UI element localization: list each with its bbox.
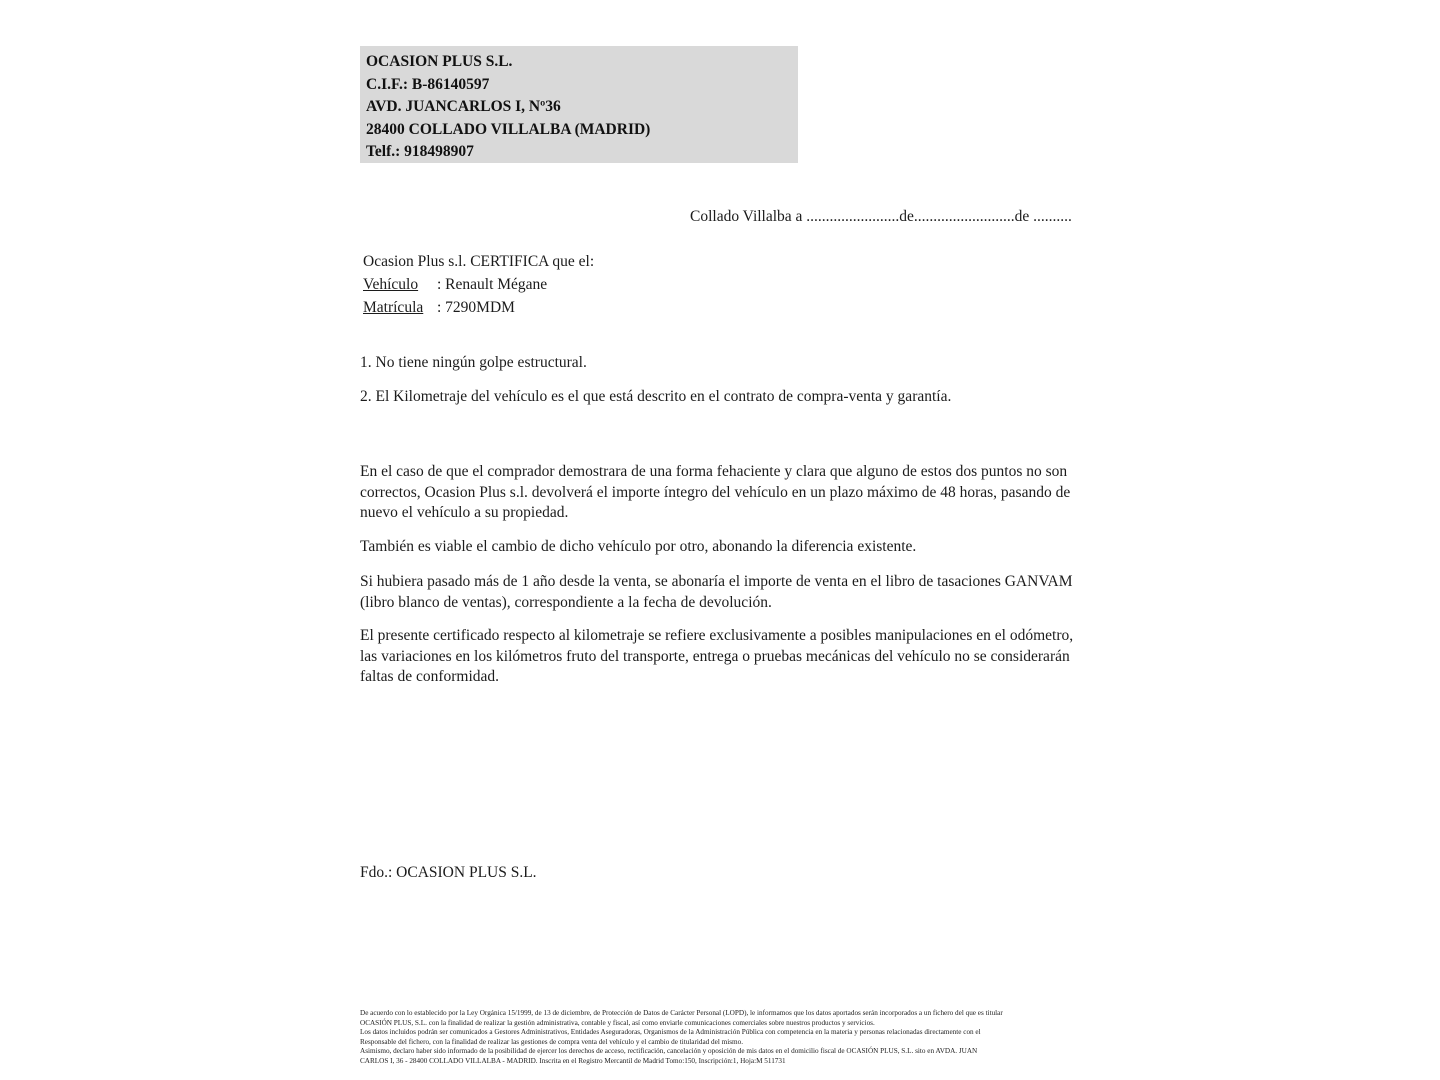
paragraph-ganvam: Si hubiera pasado más de 1 año desde la venta, se abonaría el importe de venta en el libro de tasaciones GANVAM (libro blanco de ventas), correspondiente a la fecha de devolución. [360, 573, 1073, 611]
point-mileage: 2. El Kilometraje del vehículo es el que está descrito en el contrato de compra-venta y garantía. [360, 388, 952, 405]
legal-footer-line: OCASIÓN PLUS, S.L. con la finalidad de realizar la gestión administrativa, contable y fiscal, así como enviarle comunicaciones comerciales sobre nuestros productos y servicios. [360, 1018, 875, 1027]
legal-footer-line: Los datos incluidos podrán ser comunicados a Gestores Administrativos, Entidades Aseguradoras, Organismos de la Administración Pública con competencia en la materia y personas relacionadas directamente con el [360, 1028, 981, 1037]
vehicle-label: Vehículo [363, 276, 419, 293]
legal-footer-line: CARLOS I, 36 - 28400 COLLADO VILLALBA - MADRID. Inscrita en el Registro Mercantil de Madrid Tomo:150, Inscripción:1, Hoja:M 511731 [360, 1056, 786, 1065]
vehicle-row [363, 273, 594, 296]
point-structural: 1. No tiene ningún golpe estructural. [360, 354, 587, 371]
date-line: Collado Villalba a ........................de..........................de .......... [690, 208, 1072, 225]
plate-row [363, 296, 594, 319]
company-name: OCASION PLUS S.L. [366, 53, 513, 70]
company-city: 28400 COLLADO VILLALBA (MADRID) [366, 120, 651, 138]
paragraph-refund: En el caso de que el comprador demostrara de una forma fehaciente y clara que alguno de estos dos puntos no son correctos, Ocasion Plus s.l. devolverá el importe íntegro del vehículo en un plazo máximo de 48 horas, pasando de nuevo el vehículo a su propiedad. [360, 463, 1071, 521]
signature-line: Fdo.: OCASION PLUS S.L. [360, 864, 537, 881]
legal-footer-line: De acuerdo con lo establecido por la Ley Orgánica 15/1999, de 13 de diciembre, de Protección de Datos de Carácter Personal (LOPD), le informamos que los datos aportados serán incorporados a un fichero del que es titular [360, 1009, 1003, 1017]
certification-block [363, 250, 594, 319]
paragraph-exchange: También es viable el cambio de dicho vehículo por otro, abonando la diferencia existente. [360, 538, 917, 555]
plate-label: Matrícula [363, 299, 424, 316]
legal-footer [360, 1009, 1100, 1067]
company-cif: C.I.F.: B-86140597 [366, 75, 490, 93]
legal-footer-line: Asimismo, declaro haber sido informado de la posibilidad de ejercer los derechos de acceso, rectificación, cancelación y oposición de mis datos en el domicilio fiscal de OCASIÓN PLUS, S.L. sito en AVDA. JUAN [360, 1047, 978, 1056]
plate-value: : 7290MDM [437, 299, 515, 316]
company-address: AVD. JUANCARLOS I, Nº36 [366, 98, 561, 115]
certify-intro: Ocasion Plus s.l. CERTIFICA que el: [363, 253, 595, 270]
paragraph-odometer: El presente certificado respecto al kilometraje se refiere exclusivamente a posibles manipulaciones en el odómetro, las variaciones en los kilómetros fruto del transporte, entrega o pruebas mecánicas del vehículo no se considerarán faltas de conformidad. [360, 627, 1074, 685]
vehicle-value: : Renault Mégane [437, 276, 548, 293]
company-phone: Telf.: 918498907 [366, 143, 474, 160]
company-header-block [360, 46, 798, 163]
legal-footer-line: Responsable del fichero, con la finalidad de realizar las gestiones de compra venta del vehículo y el cambio de titularidad del mismo. [360, 1037, 744, 1046]
